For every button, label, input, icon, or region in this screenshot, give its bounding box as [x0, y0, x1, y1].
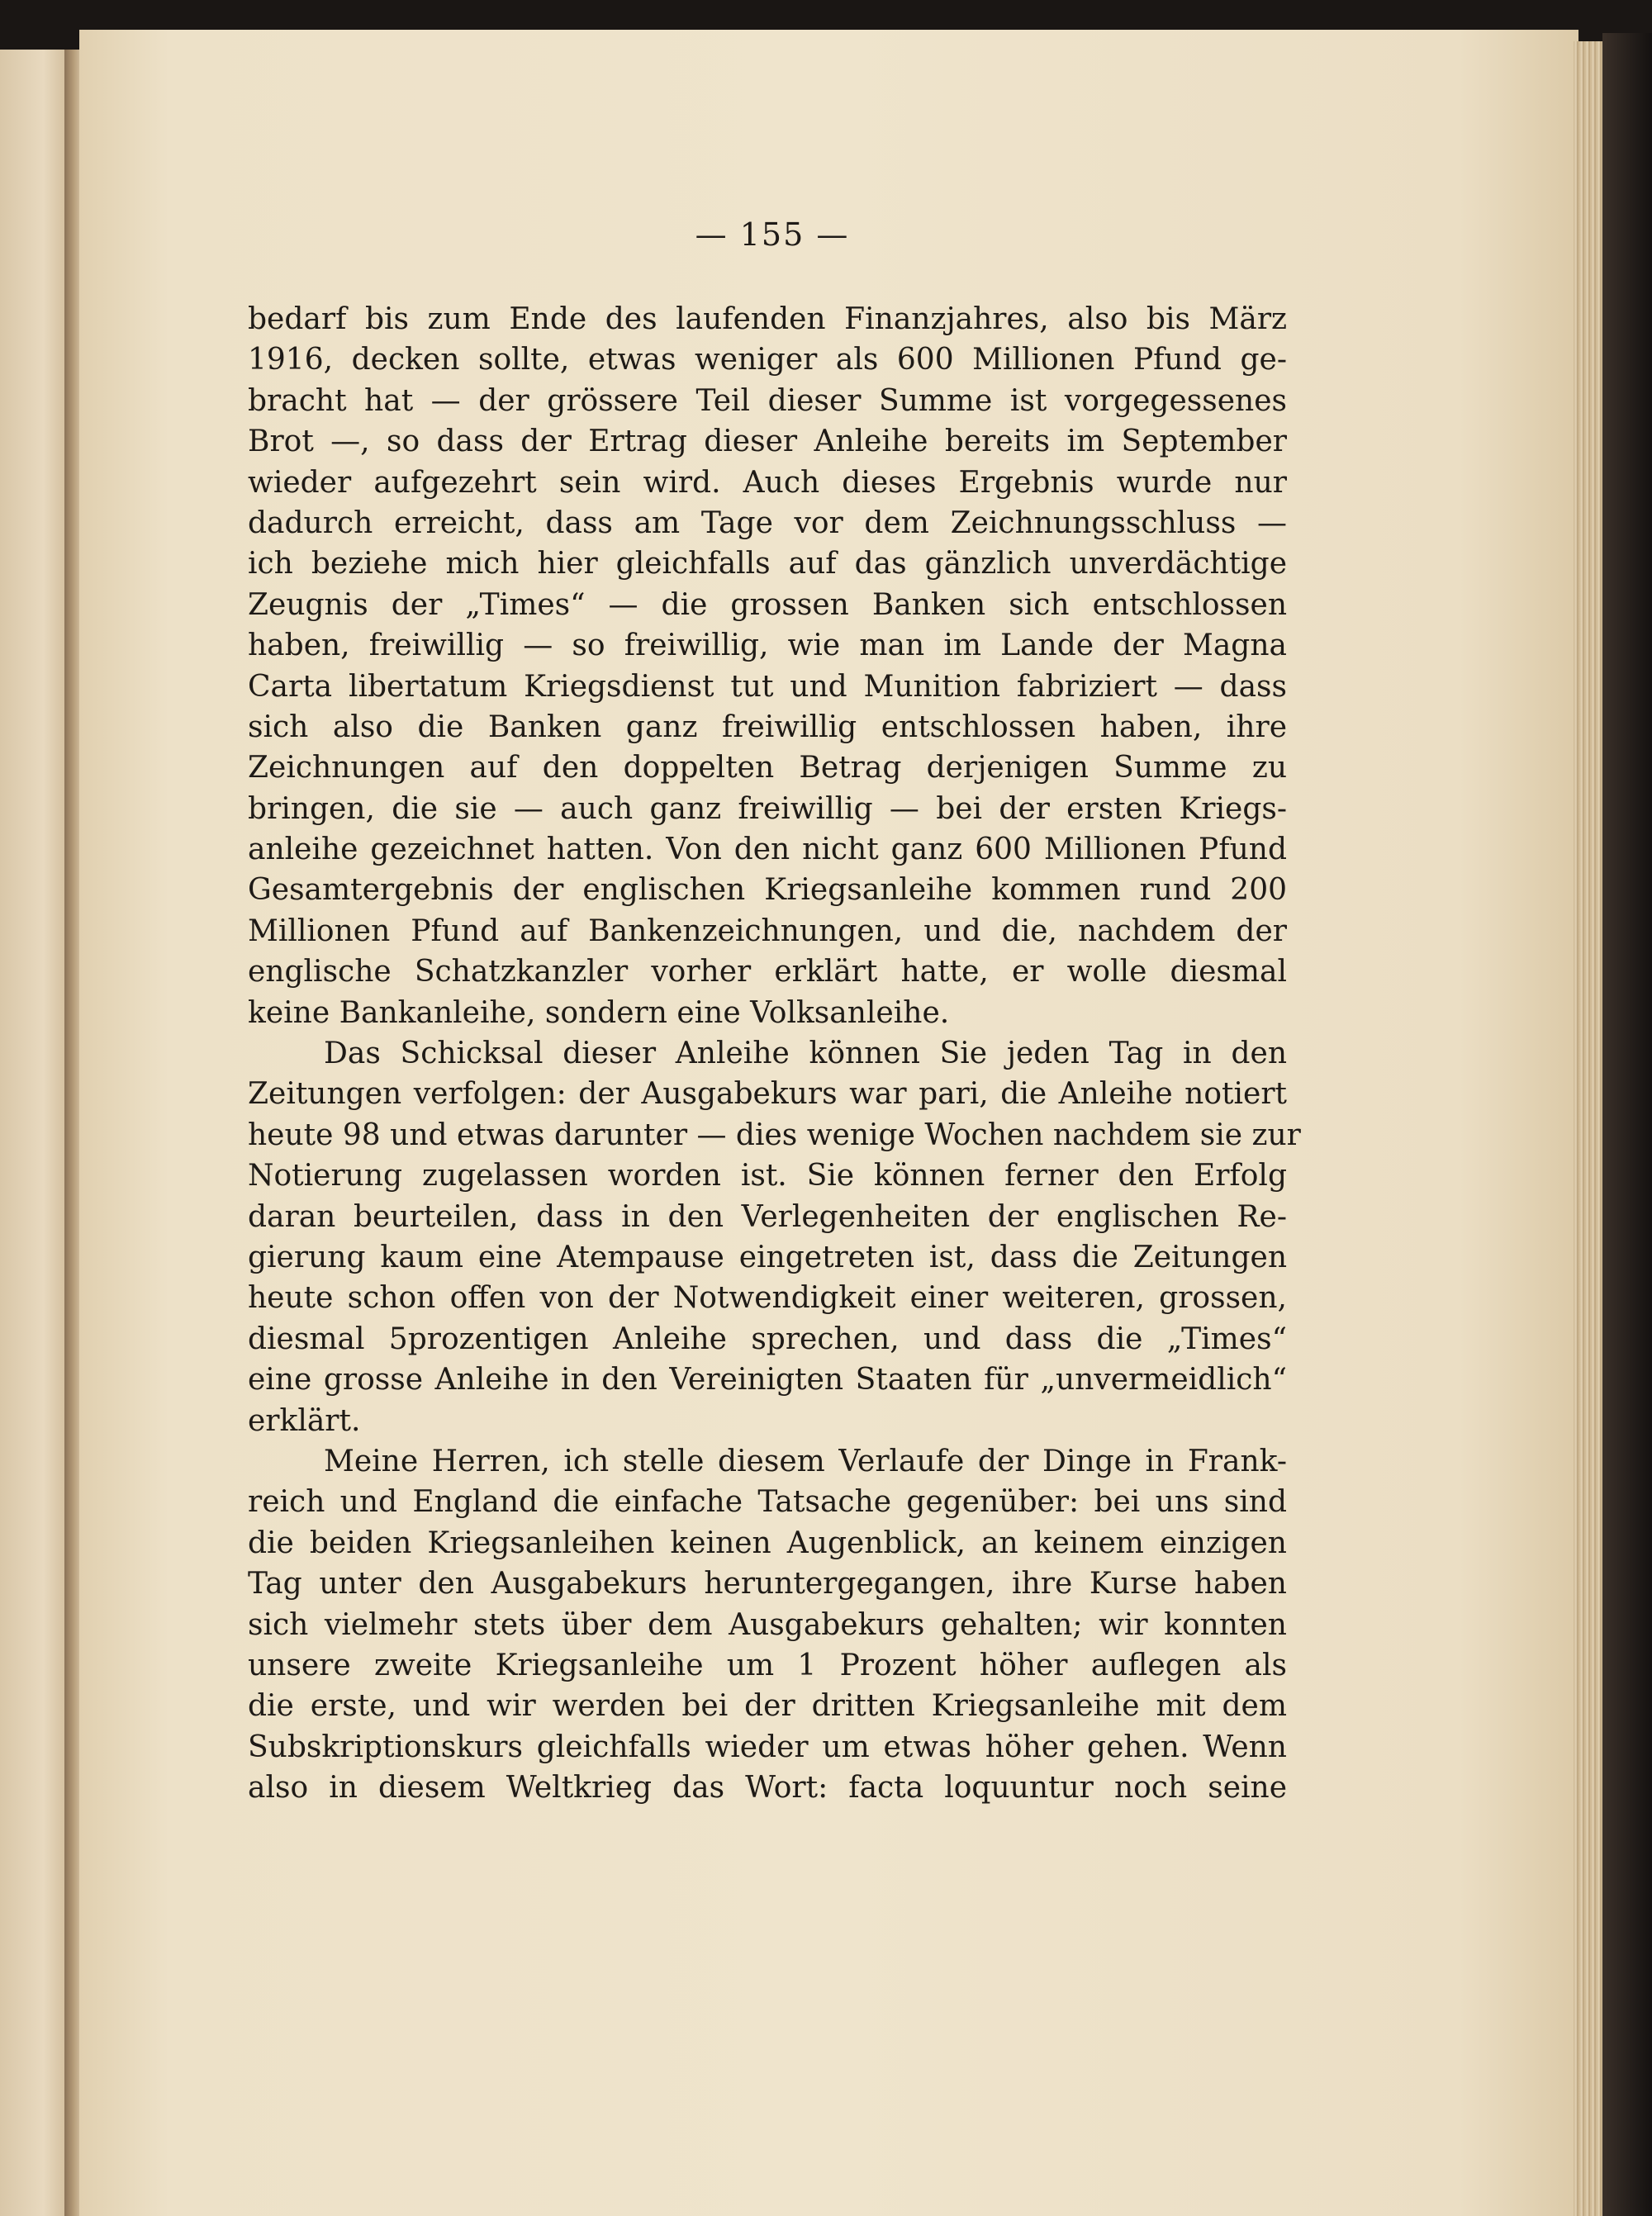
previous-page-edge [0, 50, 73, 2216]
text-line: Gesamtergebnis der englischen Kriegsanleihe kommen rund 200 [248, 873, 1287, 908]
text-line: Tag unter den Ausgabekurs heruntergegangen, ihre Kurse haben [248, 1567, 1287, 1601]
text-line: reich und England die einfache Tatsache gegenüber: bei uns sind [248, 1485, 1287, 1520]
text-line: Carta libertatum Kriegsdienst tut und Munition fabriziert — dass [248, 669, 1287, 704]
text-line: bracht hat — der grössere Teil dieser Summe ist vorgegessenes [248, 383, 1287, 418]
text-line: englische Schatzkanzler vorher erklärt hatte, er wolle diesmal [248, 955, 1287, 989]
text-line: gierung kaum eine Atempause eingetreten ist, dass die Zeitungen [248, 1240, 1287, 1274]
text-line: die beiden Kriegsanleihen keinen Augenblick, an keinem einzigen [248, 1526, 1287, 1560]
text-line: heute 98 und etwas darunter — dies wenige Wochen nachdem sie zur [248, 1117, 1301, 1152]
page-number: — 155 — [695, 216, 850, 253]
background-shadow [1602, 33, 1652, 2216]
paragraph-3 [248, 1441, 1287, 1809]
page-stack-edges [1574, 41, 1607, 2216]
text-line: die erste, und wir werden bei der dritten Kriegsanleihe mit dem [248, 1689, 1287, 1724]
text-line: daran beurteilen, dass in den Verlegenheiten der englischen Re- [248, 1199, 1287, 1234]
text-line: heute schon offen von der Notwendigkeit einer weiteren, grossen, [248, 1281, 1287, 1316]
paragraph-1 [248, 299, 1287, 1033]
text-line: dadurch erreicht, dass am Tage vor dem Zeichnungsschluss — [248, 505, 1287, 540]
text-line: bringen, die sie — auch ganz freiwillig — bei der ersten Kriegs- [248, 791, 1287, 826]
page-body [248, 299, 1301, 1808]
text-line: bedarf bis zum Ende des laufenden Finanzjahres, also bis März [248, 302, 1287, 336]
text-line: Das Schicksal dieser Anleihe können Sie jeden Tag in den [324, 1037, 1287, 1071]
text-line: Millionen Pfund auf Bankenzeichnungen, und die, nachdem der [248, 913, 1287, 948]
text-line: Zeugnis der „Times“ — die grossen Banken sich entschlossen [248, 587, 1287, 622]
text-line: Zeichnungen auf den doppelten Betrag derjenigen Summe zu [248, 751, 1287, 785]
text-line: wieder aufgezehrt sein wird. Auch dieses Ergebnis wurde nur [248, 465, 1287, 500]
text-line: also in diesem Weltkrieg das Wort: facta loquuntur noch seine [248, 1771, 1287, 1806]
text-line: anleihe gezeichnet hatten. Von den nicht ganz 600 Millionen Pfund [248, 833, 1287, 867]
text-line: keine Bankanleihe, sondern eine Volksanleihe. [248, 995, 950, 1030]
text-line: Subskriptionskurs gleichfalls wieder um etwas höher gehen. Wenn [248, 1730, 1287, 1764]
text-line: Notierung zugelassen worden ist. Sie können ferner den Erfolg [248, 1159, 1287, 1193]
text-line: ich beziehe mich hier gleichfalls auf das gänzlich unverdächtige [248, 547, 1287, 581]
text-line: diesmal 5prozentigen Anleihe sprechen, und dass die „Times“ [248, 1322, 1287, 1356]
text-line: unsere zweite Kriegsanleihe um 1 Prozent höher auflegen als [248, 1648, 1287, 1682]
text-line: sich also die Banken ganz freiwillig entschlossen haben, ihre [248, 709, 1287, 744]
text-line: Zeitungen verfolgen: der Ausgabekurs war pari, die Anleihe notiert [248, 1077, 1287, 1112]
text-line: erklärt. [248, 1403, 361, 1438]
paragraph-2 [248, 1033, 1301, 1441]
text-line: Meine Herren, ich stelle diesem Verlaufe der Dinge in Frank- [324, 1444, 1287, 1478]
text-line: haben, freiwillig — so freiwillig, wie man im Lande der Magna [248, 629, 1287, 663]
text-line: Brot —, so dass der Ertrag dieser Anleihe bereits im September [248, 425, 1287, 459]
text-line: eine grosse Anleihe in den Vereinigten Staaten für „unvermeidlich“ [248, 1363, 1287, 1397]
text-line: sich vielmehr stets über dem Ausgabekurs gehalten; wir konnten [248, 1607, 1287, 1642]
text-line: 1916, decken sollte, etwas weniger als 600 Millionen Pfund ge- [248, 343, 1287, 377]
